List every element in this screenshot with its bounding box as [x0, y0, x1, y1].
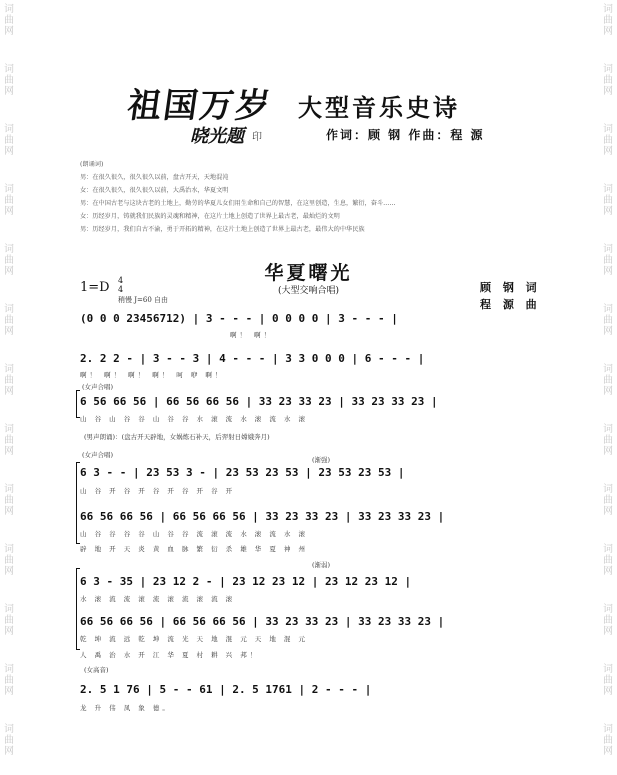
- watermark-glyph: 词: [603, 364, 613, 375]
- watermark-glyph: 网: [603, 326, 613, 337]
- watermark-glyph: 网: [603, 266, 613, 277]
- watermark-glyph: 曲: [603, 675, 613, 686]
- score-line-5: 66 56 66 56 | 66 56 66 56 | 33 23 33 23 | 33 23 33 23 |: [80, 510, 445, 523]
- watermark-glyph: 网: [4, 446, 14, 457]
- watermark-right: [601, 0, 615, 775]
- watermark-glyph: 网: [603, 26, 613, 37]
- watermark-glyph: 曲: [603, 555, 613, 566]
- score-line-2: 2. 2 2 - | 3 - - 3 | 4 - - - | 3 3 0 0 0 | 6 - - - |: [80, 352, 425, 365]
- intro-recitation: [80, 158, 560, 236]
- watermark-glyph: 曲: [4, 75, 14, 86]
- score-line-8: 2. 5 1 76 | 5 - - 61 | 2. 5 1761 | 2 - - - |: [80, 683, 372, 696]
- watermark-glyph: 词: [603, 604, 613, 615]
- watermark-glyph: 曲: [603, 315, 613, 326]
- watermark-glyph: 词: [4, 604, 14, 615]
- score-lyric-6: 水 滚 流 流 滚 流 滚 流 滚 流 滚: [80, 595, 236, 603]
- watermark-glyph: 曲: [4, 255, 14, 266]
- watermark-glyph: 网: [4, 266, 14, 277]
- intro-line: (朗诵词): [80, 161, 104, 168]
- watermark-glyph: 词: [4, 424, 14, 435]
- watermark-glyph: 网: [603, 146, 613, 157]
- meter-bottom: 4: [118, 285, 124, 294]
- score-line-4: 6 3 - - | 23 53 3 - | 23 53 23 53 | 23 53 23 53 |: [80, 466, 405, 479]
- watermark-glyph: 词: [603, 4, 613, 15]
- narration-note: (男声朗诵)：(盘古开天辟地，女娲炼石补天，后羿射日嫦娥奔月): [84, 433, 270, 441]
- watermark-glyph: 曲: [603, 255, 613, 266]
- watermark-glyph: 曲: [4, 555, 14, 566]
- watermark-glyph: 曲: [4, 735, 14, 746]
- watermark-glyph: 网: [603, 686, 613, 697]
- score-lyric-3: 山 谷 山 谷 谷 山 谷 谷 水 滚 流 水 滚 流 水 滚: [80, 415, 308, 423]
- watermark-glyph: 词: [4, 664, 14, 675]
- score-lyric-7a: 乾 坤 流 远 乾 坤 流 光 天 地 混 元 天 地 混 元: [80, 635, 308, 643]
- credits: 作词：顾 钢 作曲：程 源: [326, 128, 485, 142]
- score-lyric-2: 啊！ 啊！ 啊！ 啊！ 呵 咿 啊！: [80, 371, 225, 379]
- part-label: (女声合唱): [82, 383, 114, 391]
- score-lyric-5a: 山 谷 谷 谷 谷 山 谷 谷 流 滚 流 水 滚 流 水 滚: [80, 530, 308, 538]
- watermark-glyph: 网: [603, 566, 613, 577]
- watermark-glyph: 网: [4, 566, 14, 577]
- page-title: 大型音乐史诗: [298, 94, 460, 122]
- watermark-glyph: 曲: [603, 495, 613, 506]
- watermark-glyph: 曲: [603, 135, 613, 146]
- watermark-glyph: 词: [4, 244, 14, 255]
- watermark-glyph: 网: [603, 626, 613, 637]
- part-label: (女声合唱): [82, 451, 114, 459]
- watermark-glyph: 词: [603, 664, 613, 675]
- watermark-glyph: 曲: [4, 15, 14, 26]
- watermark-left: [2, 0, 16, 775]
- watermark-glyph: 曲: [4, 315, 14, 326]
- watermark-glyph: 网: [603, 386, 613, 397]
- watermark-glyph: 曲: [4, 375, 14, 386]
- watermark-glyph: 曲: [4, 435, 14, 446]
- watermark-glyph: 词: [4, 484, 14, 495]
- watermark-glyph: 词: [4, 64, 14, 75]
- score-lyric-7b: 人 禹 治 水 开 江 华 夏 村 耕 兴 邦！: [80, 651, 260, 659]
- calligrapher-signature: 晓光题: [190, 126, 244, 147]
- watermark-glyph: 曲: [603, 615, 613, 626]
- watermark-glyph: 词: [603, 544, 613, 555]
- lyricist: 顾 钢 词: [480, 281, 541, 294]
- watermark-glyph: 词: [603, 244, 613, 255]
- dynamic-marking: (渐弱): [312, 561, 331, 569]
- watermark-glyph: 网: [603, 206, 613, 217]
- score-line-6: 6 3 - 35 | 23 12 2 - | 23 12 23 12 | 23 12 23 12 |: [80, 575, 412, 588]
- watermark-glyph: 词: [4, 544, 14, 555]
- watermark-glyph: 词: [603, 304, 613, 315]
- watermark-glyph: 词: [603, 64, 613, 75]
- watermark-glyph: 网: [603, 506, 613, 517]
- score-lyric-4: 山 谷 开 谷 开 谷 开 谷 开 谷 开: [80, 487, 236, 495]
- watermark-glyph: 网: [4, 326, 14, 337]
- watermark-glyph: 网: [603, 86, 613, 97]
- watermark-glyph: 网: [4, 86, 14, 97]
- watermark-glyph: 曲: [603, 435, 613, 446]
- intro-line: 男：历经岁月，我们自古不渝，勇于开拓的精神，在这片土地上创造了世界上最古老，最伟大的中华民族: [80, 226, 365, 233]
- watermark-glyph: 曲: [4, 495, 14, 506]
- watermark-glyph: 网: [603, 446, 613, 457]
- watermark-glyph: 网: [4, 146, 14, 157]
- watermark-glyph: 网: [4, 686, 14, 697]
- time-signature: [118, 276, 123, 294]
- watermark-glyph: 网: [4, 626, 14, 637]
- intro-line: 女：历经岁月，铸就我们民族的灵魂和精神，在这片土地上创造了世界上最古老，最灿烂的文明: [80, 213, 340, 220]
- meter-top: 4: [118, 276, 124, 285]
- watermark-glyph: 词: [4, 184, 14, 195]
- intro-line: 男：在中国古老与这块古老的土地上，勤劳的华夏儿女们用生命和自己的智慧，在这里创造，生息，繁衍，奋斗……: [80, 200, 396, 207]
- dynamic-marking: (渐强): [312, 456, 331, 464]
- watermark-glyph: 词: [603, 424, 613, 435]
- seal-mark: 印: [252, 132, 262, 143]
- watermark-glyph: 词: [603, 724, 613, 735]
- watermark-glyph: 曲: [603, 375, 613, 386]
- watermark-glyph: 曲: [603, 75, 613, 86]
- intro-line: 女：在很久很久，很久很久以前，大禹治水，华夏文明: [80, 187, 229, 194]
- watermark-glyph: 曲: [4, 195, 14, 206]
- watermark-glyph: 词: [4, 364, 14, 375]
- watermark-glyph: 曲: [603, 735, 613, 746]
- tempo-marking: 稍慢 J=60 自由: [118, 296, 169, 304]
- key-signature: 1=D: [80, 280, 110, 295]
- part-label: (女高音): [84, 666, 109, 674]
- watermark-glyph: 词: [603, 484, 613, 495]
- watermark-glyph: 曲: [4, 615, 14, 626]
- watermark-glyph: 词: [603, 184, 613, 195]
- watermark-glyph: 曲: [603, 195, 613, 206]
- watermark-glyph: 词: [4, 124, 14, 135]
- watermark-glyph: 词: [4, 4, 14, 15]
- song-subtitle: (大型交响合唱): [277, 286, 340, 296]
- score-line-7: 66 56 66 56 | 66 56 66 56 | 33 23 33 23 | 33 23 33 23 |: [80, 615, 445, 628]
- watermark-glyph: 词: [4, 724, 14, 735]
- watermark-glyph: 网: [4, 386, 14, 397]
- song-title: 华夏曙光: [264, 262, 353, 284]
- intro-line: 男：在很久很久，很久很久以前，盘古开天，天地混沌: [80, 174, 229, 181]
- watermark-glyph: 网: [4, 746, 14, 757]
- watermark-glyph: 网: [4, 206, 14, 217]
- watermark-glyph: 网: [4, 506, 14, 517]
- score-lyric-1: 啊！ 啊！: [230, 331, 274, 339]
- score-line-3: 6 56 66 56 | 66 56 66 56 | 33 23 33 23 | 33 23 33 23 |: [80, 395, 438, 408]
- score-lyric-8: 龙 升 伟 凤 象 德。: [80, 704, 172, 712]
- score-lyric-5b: 辟 地 开 天 炎 黄 血 脉 繁 衍 杀 雄 华 夏 神 州: [80, 545, 308, 553]
- watermark-glyph: 网: [4, 26, 14, 37]
- watermark-glyph: 曲: [4, 135, 14, 146]
- watermark-glyph: 曲: [603, 15, 613, 26]
- watermark-glyph: 网: [603, 746, 613, 757]
- composer: 程 源 曲: [480, 298, 541, 311]
- calligraphy-title: 祖国万岁: [124, 86, 275, 126]
- watermark-glyph: 词: [4, 304, 14, 315]
- score-line-1: (0 0 0 23456712) | 3 - - - | 0 0 0 0 | 3 - - - |: [80, 312, 398, 325]
- watermark-glyph: 曲: [4, 675, 14, 686]
- watermark-glyph: 词: [603, 124, 613, 135]
